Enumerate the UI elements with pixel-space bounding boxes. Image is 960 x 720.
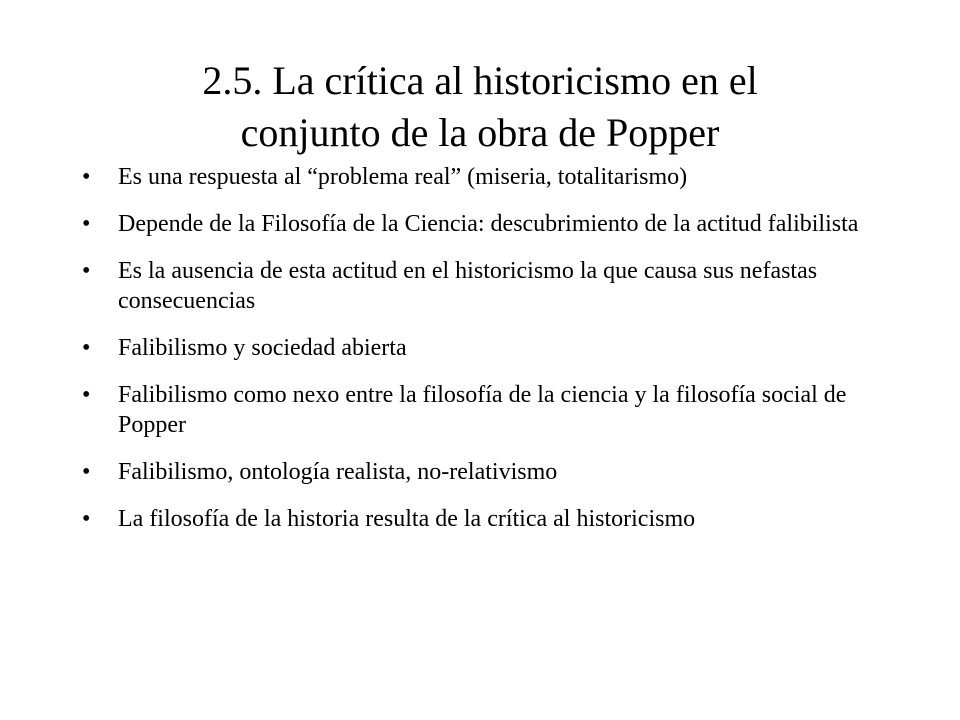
bullet-text: Falibilismo como nexo entre la filosofía de la ciencia y la filosofía social de Popper <box>118 382 847 438</box>
bullet-marker: • <box>82 382 91 408</box>
bullet-item-7 <box>80 504 880 534</box>
bullet-item-3 <box>80 256 880 316</box>
bullet-marker: • <box>82 211 91 237</box>
bullet-text: Falibilismo, ontología realista, no-relativismo <box>118 459 558 485</box>
bullet-item-1 <box>80 162 880 192</box>
bullet-text: La filosofía de la historia resulta de la crítica al historicismo <box>118 506 696 532</box>
bullet-marker: • <box>82 258 91 284</box>
bullet-item-6 <box>80 457 880 487</box>
bullet-item-2 <box>80 209 880 239</box>
bullet-item-4 <box>80 333 880 363</box>
slide-title-line-1: 2.5. La crítica al historicismo en el <box>202 57 758 103</box>
bullet-text: Es la ausencia de esta actitud en el historicismo la que causa sus nefastas consecuencias <box>118 258 818 314</box>
bullet-text: Falibilismo y sociedad abierta <box>118 335 407 361</box>
bullet-marker: • <box>82 164 91 190</box>
bullet-marker: • <box>82 459 91 485</box>
bullet-text: Depende de la Filosofía de la Ciencia: descubrimiento de la actitud falibilista <box>118 211 859 237</box>
bullet-marker: • <box>82 506 91 532</box>
bullet-item-5 <box>80 380 880 440</box>
slide-title-line-2: conjunto de la obra de Popper <box>240 109 720 155</box>
slide-title <box>60 55 900 159</box>
bullet-list <box>80 162 880 551</box>
bullet-text: Es una respuesta al “problema real” (miseria, totalitarismo) <box>118 164 688 190</box>
bullet-marker: • <box>82 335 91 361</box>
